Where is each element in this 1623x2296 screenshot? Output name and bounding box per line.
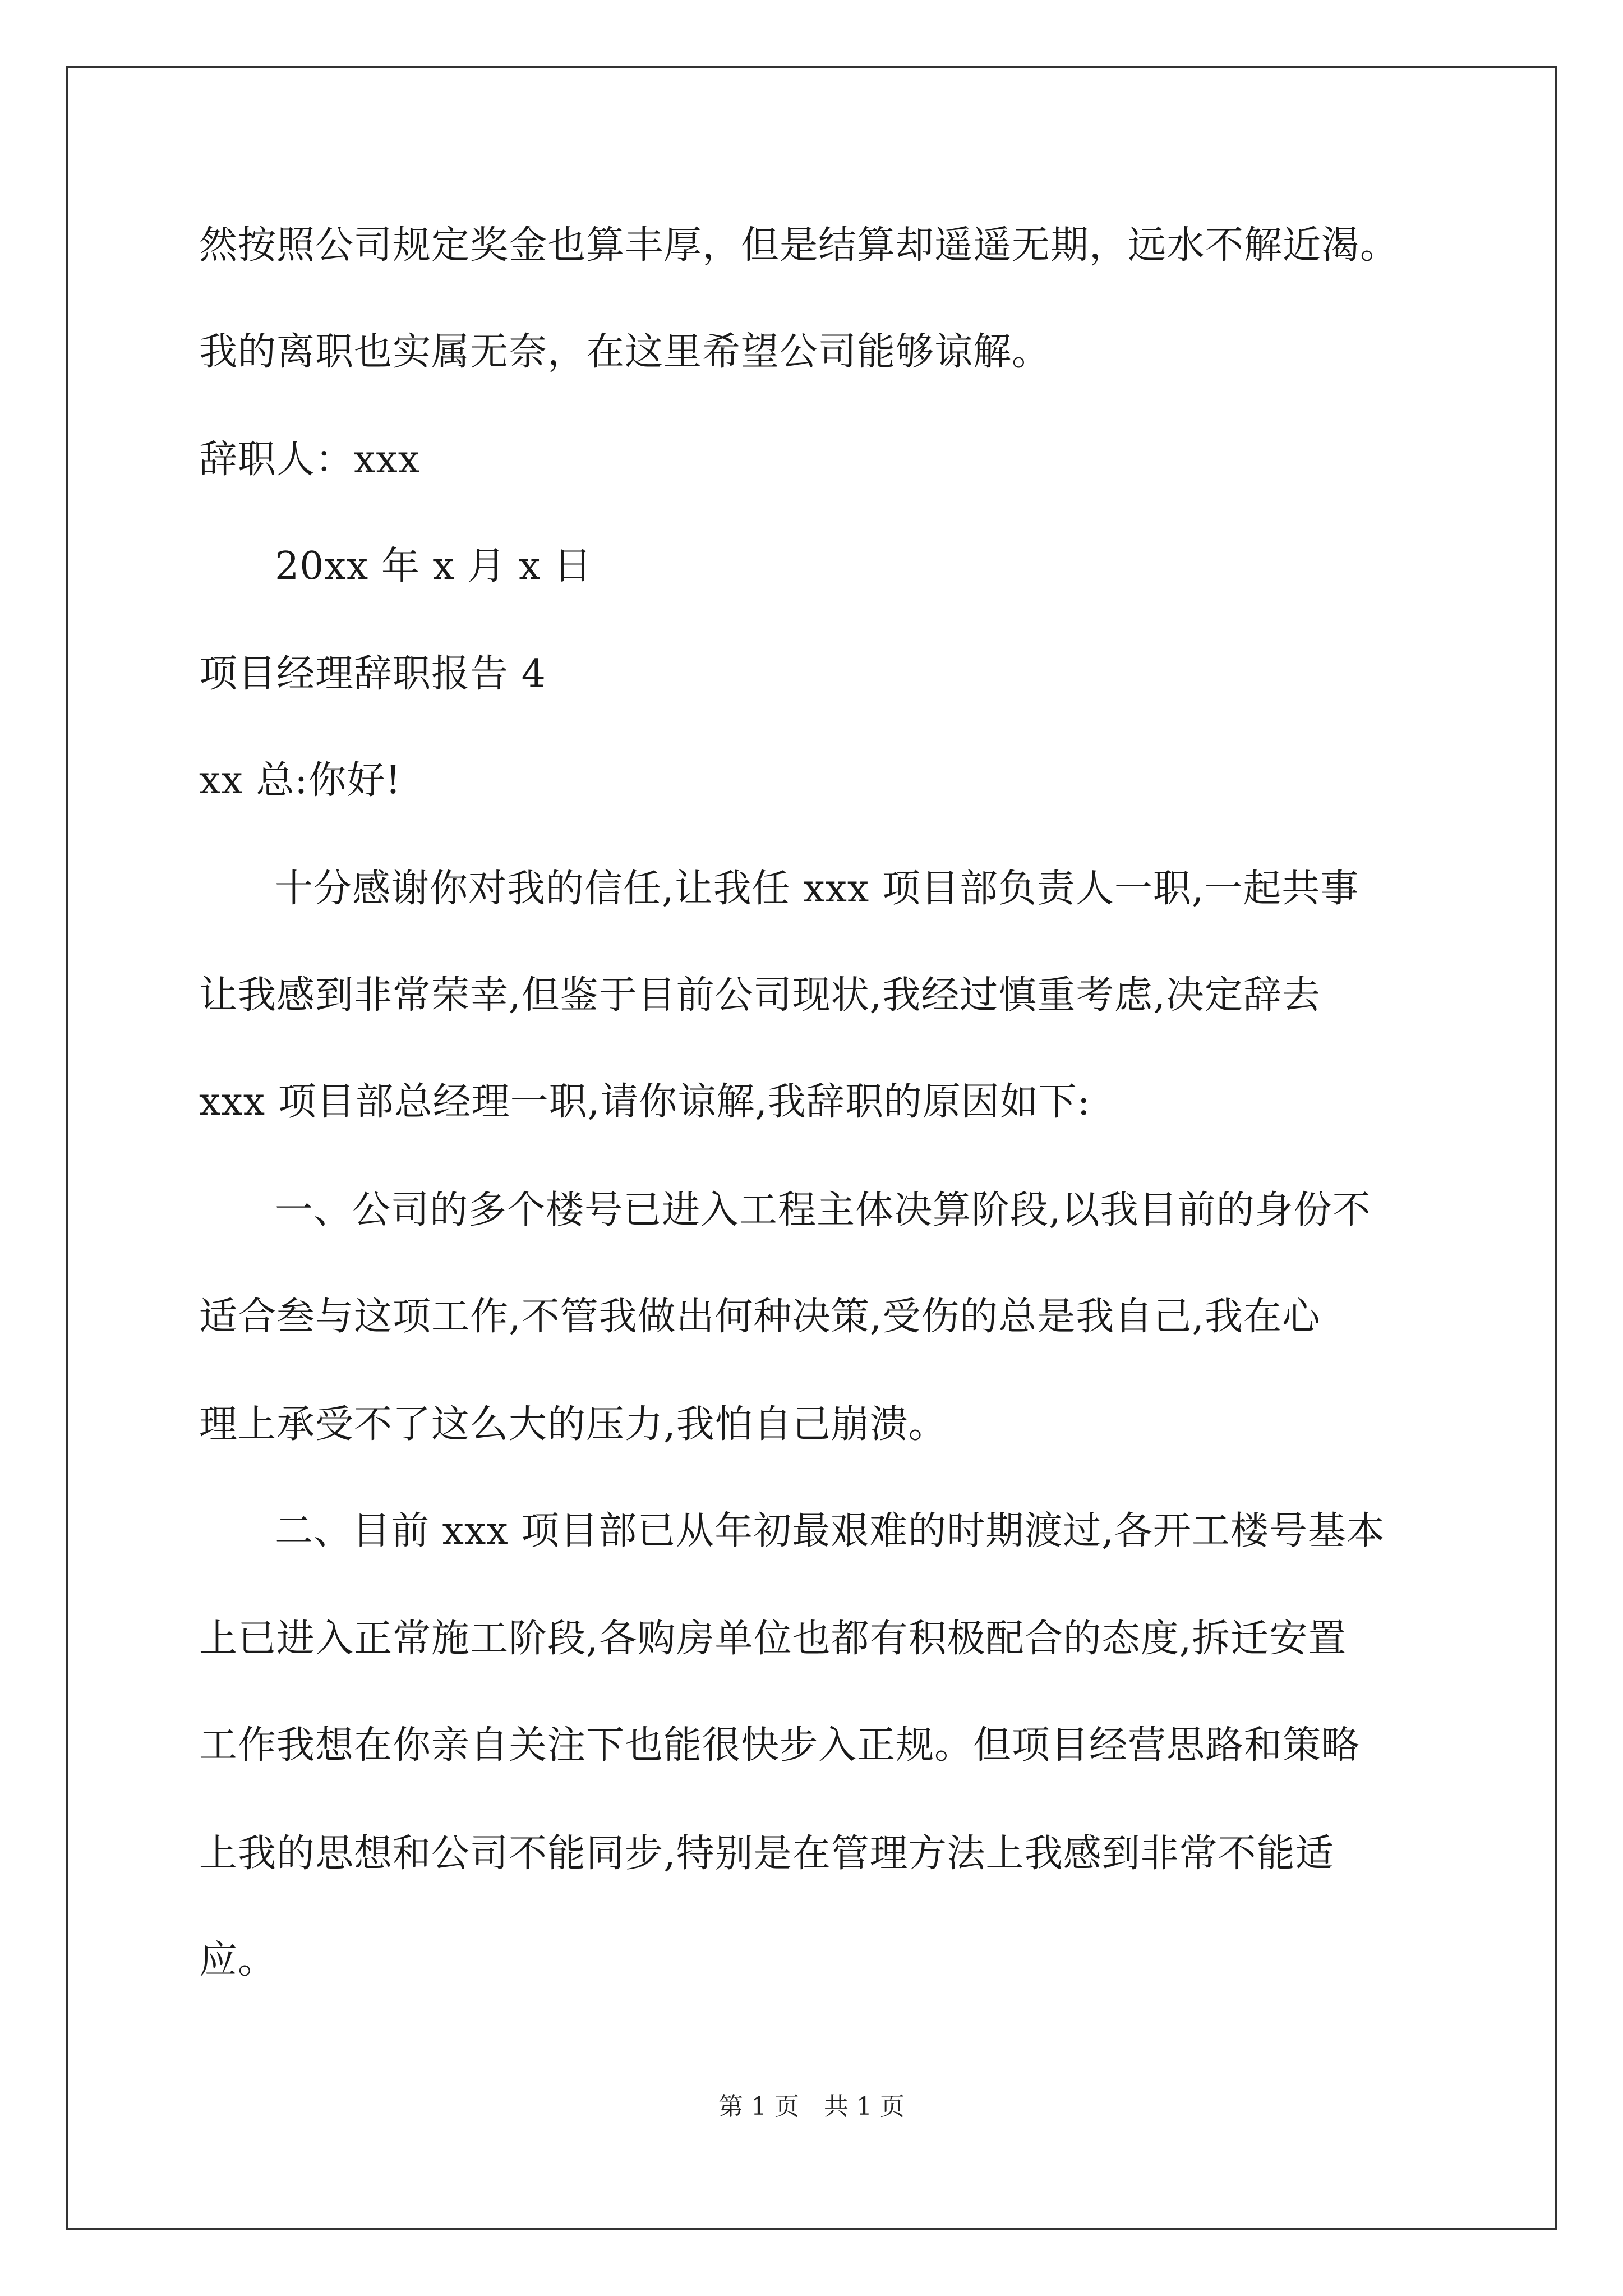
section-title: 项目经理辞职报告 4 xyxy=(199,652,546,696)
body-line-10: 一、公司的多个楼号已进入工程主体决算阶段,以我目前的身份不 xyxy=(275,1188,1371,1232)
signature-line: 辞职人：xxx xyxy=(199,438,421,482)
body-line-12: 理上承受不了这么大的压力,我怕自己崩溃。 xyxy=(199,1402,947,1447)
body-line-13: 二、目前 xxx 项目部已从年初最艰难的时期渡过,各开工楼号基本 xyxy=(275,1509,1385,1553)
page-footer: 第 1 页 共 1 页 xyxy=(718,2092,905,2121)
body-line-14: 上已进入正常施工阶段,各购房单位也都有积极配合的态度,拆迁安置 xyxy=(199,1617,1347,1661)
body-line-8: 让我感到非常荣幸,但鉴于目前公司现状,我经过慎重考虑,决定辞去 xyxy=(199,973,1321,1018)
body-line-17: 应。 xyxy=(199,1938,277,1982)
page-border xyxy=(66,66,1557,2230)
body-line-9: xxx 项目部总经理一职,请你谅解,我辞职的原因如下: xyxy=(199,1080,1091,1124)
body-line-7: 十分感谢你对我的信任,让我任 xxx 项目部负责人一职,一起共事 xyxy=(275,867,1359,911)
body-line-11: 适合叁与这项工作,不管我做出何种决策,受伤的总是我自己,我在心 xyxy=(199,1295,1321,1339)
body-line-16: 上我的思想和公司不能同步,特别是在管理方法上我感到非常不能适 xyxy=(199,1832,1334,1876)
date-line: 20xx 年 x 月 x 日 xyxy=(275,544,593,588)
salutation: xx 总:你好! xyxy=(199,758,402,803)
body-line-1: 然按照公司规定奖金也算丰厚，但是结算却遥遥无期，远水不解近渴。 xyxy=(199,223,1399,268)
body-line-15: 工作我想在你亲自关注下也能很快步入正规。但项目经营思路和策略 xyxy=(199,1723,1361,1768)
body-line-2: 我的离职也实属无奈，在这里希望公司能够谅解。 xyxy=(199,330,1051,374)
